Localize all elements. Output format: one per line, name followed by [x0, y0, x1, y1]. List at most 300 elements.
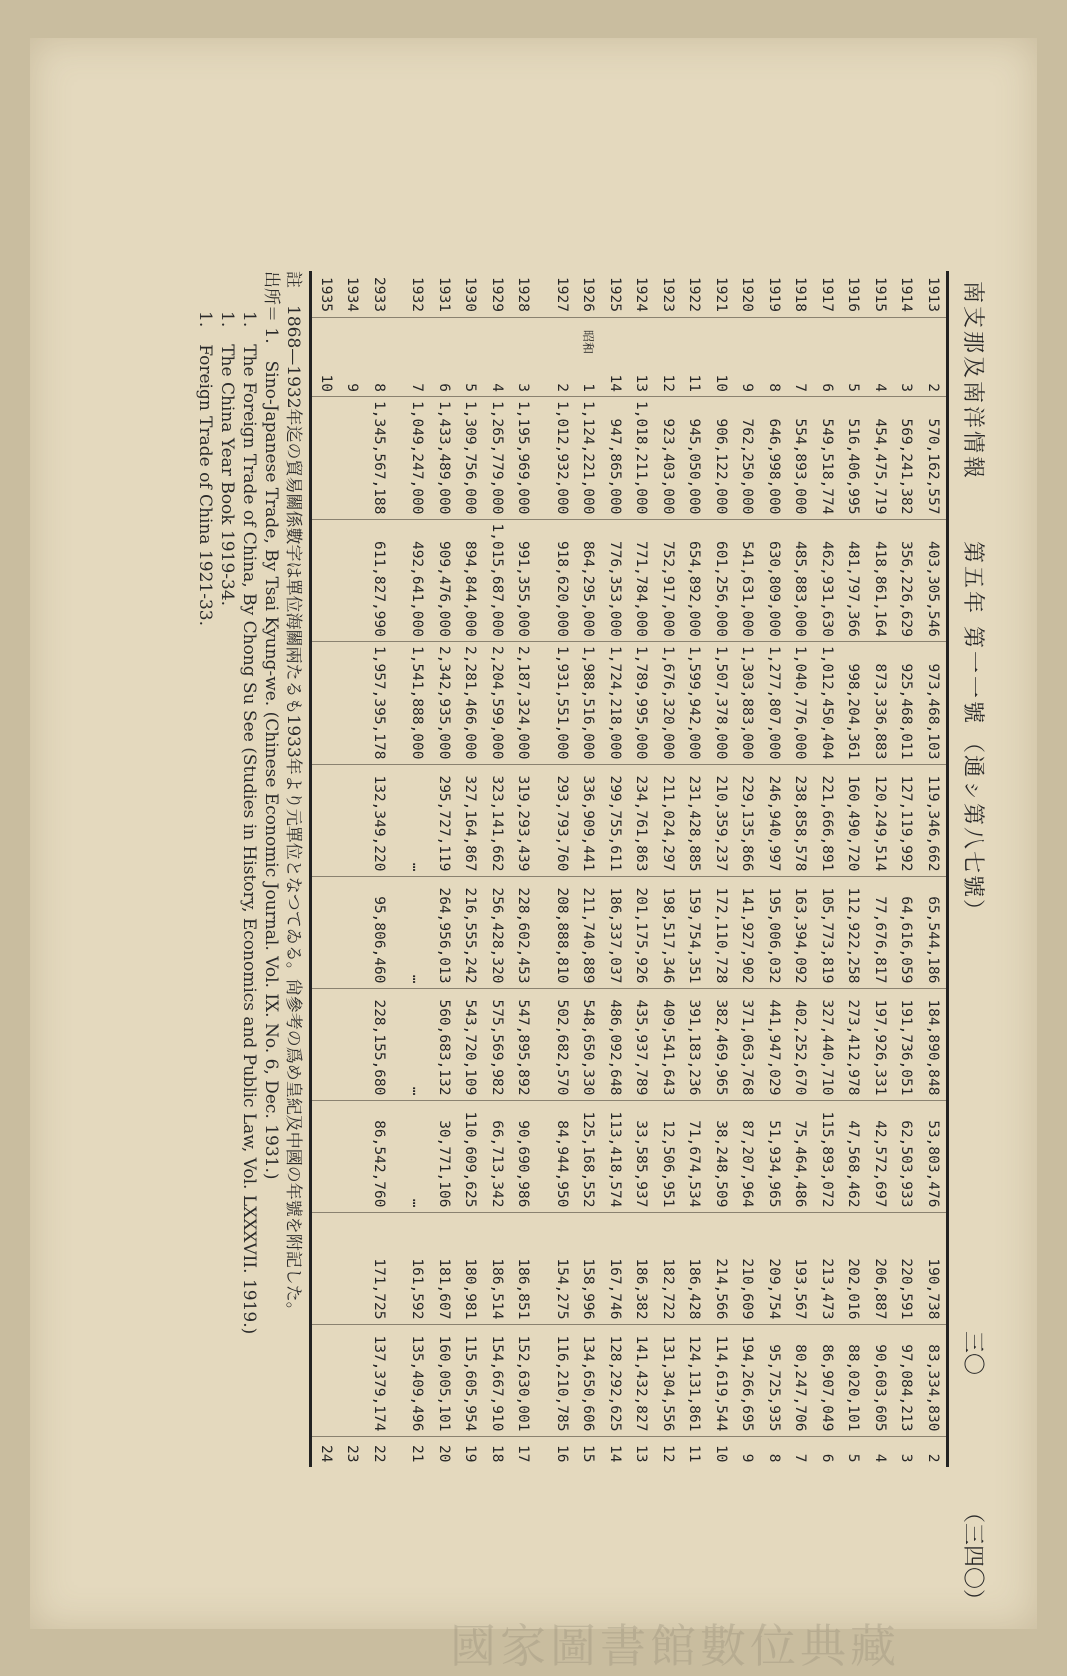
value-cell: 65,544,186: [920, 876, 948, 988]
value-cell: 295,727,119: [431, 764, 458, 876]
value-cell: 202,016: [840, 1212, 867, 1324]
value-cell: 154,667,910: [484, 1324, 511, 1436]
year-cell: 1920: [739, 277, 756, 312]
value-cell: 549,518,774: [814, 397, 841, 520]
value-cell: 1,931,551,000: [549, 642, 576, 765]
value-cell: [311, 1100, 339, 1212]
era-cell: [734, 318, 761, 367]
era-cell: [549, 318, 576, 367]
era-year-cell: 8: [765, 383, 782, 392]
era-year-cell: 12: [659, 374, 676, 392]
value-cell: 195,006,032: [761, 876, 788, 988]
table-row: [867, 271, 894, 1467]
value-cell: 95,806,460: [366, 876, 393, 988]
era-year-cell: 9: [344, 383, 361, 392]
row-index-cell: 17: [510, 1436, 537, 1467]
era-year-cell: 2: [924, 383, 941, 392]
table-row: [549, 271, 576, 1467]
value-cell: 293,793,760: [549, 764, 576, 876]
note-line: 註 1868—1932年迄の貿易關係數字は單位海關兩たるも1933年より元單位となつてゐる。尙參考の爲め皇紀及中國の年號を附記した。: [283, 271, 303, 1319]
table-row: [457, 271, 484, 1467]
era-year-cell: 10: [317, 374, 334, 392]
value-cell: 114,619,544: [708, 1324, 735, 1436]
era-year-cell: 8: [370, 383, 387, 392]
value-cell: [537, 397, 549, 520]
value-cell: 105,773,819: [814, 876, 841, 988]
value-cell: 211,740,889: [575, 876, 602, 988]
value-cell: 2,187,324,000: [510, 642, 537, 765]
value-cell: 159,754,351: [681, 876, 708, 988]
value-cell: 485,883,000: [787, 519, 814, 642]
value-cell: 486,092,648: [602, 988, 629, 1100]
value-cell: 1,957,395,178: [366, 642, 393, 765]
value-cell: 1,433,489,000: [431, 397, 458, 520]
value-cell: 193,567: [787, 1212, 814, 1324]
value-cell: 201,175,926: [628, 876, 655, 988]
value-cell: 77,676,817: [867, 876, 894, 988]
value-cell: 1,345,567,188: [366, 397, 393, 520]
value-cell: 80,247,706: [787, 1324, 814, 1436]
value-cell: 1,015,687,000: [484, 519, 511, 642]
value-cell: 209,754: [761, 1212, 788, 1324]
era-year-cell: 5: [462, 383, 479, 392]
value-cell: 152,630,001: [510, 1324, 537, 1436]
value-cell: 543,720,109: [457, 988, 484, 1100]
value-cell: 186,382: [628, 1212, 655, 1324]
year-cell: 1934: [344, 277, 361, 312]
value-cell: 327,164,867: [457, 764, 484, 876]
era-cell: [893, 318, 920, 367]
value-cell: [537, 988, 549, 1100]
table-gap-row: [537, 271, 549, 1467]
value-cell: 1,303,883,000: [734, 642, 761, 765]
row-index-cell: 15: [575, 1436, 602, 1467]
era-year-cell: 3: [515, 383, 532, 392]
value-cell: 548,650,330: [575, 988, 602, 1100]
row-index-cell: 12: [655, 1436, 682, 1467]
era-cell: [708, 318, 735, 367]
value-cell: 97,084,213: [893, 1324, 920, 1436]
table-row: [602, 271, 629, 1467]
value-cell: 182,722: [655, 1212, 682, 1324]
value-cell: 137,379,174: [366, 1324, 393, 1436]
value-cell: 611,827,990: [366, 519, 393, 642]
value-cell: 163,394,092: [787, 876, 814, 988]
table-row: [655, 271, 682, 1467]
value-cell: 116,210,785: [549, 1324, 576, 1436]
era-year-cell: 6: [435, 383, 452, 392]
table-row: [510, 271, 537, 1467]
value-cell: 127,119,992: [893, 764, 920, 876]
value-cell: 1,724,218,000: [602, 642, 629, 765]
value-cell: 119,346,662: [920, 764, 948, 876]
value-cell: 752,917,000: [655, 519, 682, 642]
value-cell: [392, 642, 404, 765]
year-cell: 1922: [686, 277, 703, 312]
value-cell: [537, 876, 549, 988]
year-cell: 1915: [871, 277, 888, 312]
source-line-4: 1. Foreign Trade of China 1921-33.: [195, 311, 215, 626]
value-cell: 1,124,221,000: [575, 397, 602, 520]
value-cell: [537, 1324, 549, 1436]
year-cell: 1919: [765, 277, 782, 312]
value-cell: 228,602,453: [510, 876, 537, 988]
value-cell: 409,541,643: [655, 988, 682, 1100]
value-cell: 124,131,861: [681, 1324, 708, 1436]
row-index-cell: 16: [549, 1436, 576, 1467]
era-year-cell: 4: [488, 383, 505, 392]
notes-block: [194, 271, 304, 1641]
value-cell: 1,541,888,000: [404, 642, 431, 765]
value-cell: 234,761,863: [628, 764, 655, 876]
value-cell: 171,725: [366, 1212, 393, 1324]
value-cell: 53,803,476: [920, 1100, 948, 1212]
running-header: [954, 271, 994, 1641]
value-cell: 141,432,827: [628, 1324, 655, 1436]
value-cell: 403,305,546: [920, 519, 948, 642]
value-cell: [392, 1100, 404, 1212]
value-cell: 87,207,964: [734, 1100, 761, 1212]
table-row: [761, 271, 788, 1467]
value-cell: 327,440,710: [814, 988, 841, 1100]
year-cell: 1916: [845, 277, 862, 312]
value-cell: 1,599,942,000: [681, 642, 708, 765]
table-row: [787, 271, 814, 1467]
source-label: 出所＝: [261, 271, 281, 322]
value-cell: [311, 397, 339, 520]
value-cell: 2,281,466,000: [457, 642, 484, 765]
value-cell: 190,738: [920, 1212, 948, 1324]
era-cell: [392, 318, 404, 367]
row-index-cell: 20: [431, 1436, 458, 1467]
value-cell: [339, 1100, 366, 1212]
value-cell: [311, 1212, 339, 1324]
era-cell: [761, 318, 788, 367]
value-cell: 64,616,059: [893, 876, 920, 988]
value-cell: 135,409,496: [404, 1324, 431, 1436]
value-cell: 1,265,779,000: [484, 397, 511, 520]
row-index-cell: 24: [311, 1436, 339, 1467]
value-cell: 115,893,072: [814, 1100, 841, 1212]
row-index-cell: 14: [602, 1436, 629, 1467]
era-cell: [404, 318, 431, 367]
value-cell: 1,676,320,000: [655, 642, 682, 765]
value-cell: 462,931,630: [814, 519, 841, 642]
era-year-cell: 5: [845, 383, 862, 392]
value-cell: 110,609,625: [457, 1100, 484, 1212]
era-cell: [867, 318, 894, 367]
rotated-content: [194, 271, 994, 1641]
year-cell: 1928: [515, 277, 532, 312]
value-cell: 630,809,000: [761, 519, 788, 642]
value-cell: 206,887: [867, 1212, 894, 1324]
value-cell: 30,771,106: [431, 1100, 458, 1212]
table-gap-row: [392, 271, 404, 1467]
value-cell: 167,746: [602, 1212, 629, 1324]
value-cell: 84,944,950: [549, 1100, 576, 1212]
library-watermark: 國家圖書館數位典藏: [450, 1619, 900, 1673]
table-row: [431, 271, 458, 1467]
value-cell: 256,428,320: [484, 876, 511, 988]
value-cell: 181,607: [431, 1212, 458, 1324]
table-row: [339, 271, 366, 1467]
value-cell: [339, 1212, 366, 1324]
value-cell: 391,183,236: [681, 988, 708, 1100]
table-row: [708, 271, 735, 1467]
value-cell: 214,566: [708, 1212, 735, 1324]
value-cell: 776,353,000: [602, 519, 629, 642]
value-cell: [392, 1212, 404, 1324]
row-index-cell: [392, 1436, 404, 1467]
value-cell: 66,713,342: [484, 1100, 511, 1212]
value-cell: 95,725,935: [761, 1324, 788, 1436]
value-cell: 186,851: [510, 1212, 537, 1324]
value-cell: 973,468,103: [920, 642, 948, 765]
value-cell: 128,292,625: [602, 1324, 629, 1436]
value-cell: 184,890,848: [920, 988, 948, 1100]
year-cell: 1926: [580, 277, 597, 312]
year-cell: [392, 271, 404, 318]
value-cell: 336,909,441: [575, 764, 602, 876]
page-number: 三〇: [960, 1331, 985, 1376]
value-cell: 435,937,789: [628, 988, 655, 1100]
value-cell: 1,789,995,000: [628, 642, 655, 765]
era-cell: [840, 318, 867, 367]
trade-statistics-table: [310, 271, 950, 1467]
value-cell: 319,293,439: [510, 764, 537, 876]
value-cell: 1,049,247,000: [404, 397, 431, 520]
value-cell: 161,592: [404, 1212, 431, 1324]
value-cell: [392, 1324, 404, 1436]
row-index-cell: 6: [814, 1436, 841, 1467]
table-row: [628, 271, 655, 1467]
era-cell: [431, 318, 458, 367]
era-year-cell: 2: [553, 383, 570, 392]
era-cell: 昭和: [575, 318, 602, 367]
row-index-cell: 5: [840, 1436, 867, 1467]
era-cell: [655, 318, 682, 367]
value-cell: 208,888,810: [549, 876, 576, 988]
value-cell: 71,674,534: [681, 1100, 708, 1212]
year-cell: 1914: [898, 277, 915, 312]
value-cell: 229,135,866: [734, 764, 761, 876]
value-cell: 141,927,902: [734, 876, 761, 988]
value-cell: [537, 1212, 549, 1324]
value-cell: 918,620,000: [549, 519, 576, 642]
value-cell: 991,355,000: [510, 519, 537, 642]
source-line-3: 1. The China Year Book 1919-34.: [217, 311, 237, 607]
value-cell: 125,168,552: [575, 1100, 602, 1212]
value-cell: 1,012,932,000: [549, 397, 576, 520]
table-row: [311, 271, 339, 1467]
value-cell: [392, 988, 404, 1100]
value-cell: 323,141,662: [484, 764, 511, 876]
value-cell: 945,050,000: [681, 397, 708, 520]
value-cell: 771,784,000: [628, 519, 655, 642]
value-cell: [392, 764, 404, 876]
value-cell: 356,226,629: [893, 519, 920, 642]
value-cell: 925,468,011: [893, 642, 920, 765]
value-cell: 210,609: [734, 1212, 761, 1324]
value-cell: 112,922,258: [840, 876, 867, 988]
value-cell: 299,755,611: [602, 764, 629, 876]
value-cell: [311, 642, 339, 765]
value-cell: [392, 876, 404, 988]
value-cell: 1,507,378,000: [708, 642, 735, 765]
value-cell: 42,572,697: [867, 1100, 894, 1212]
value-cell: 909,476,000: [431, 519, 458, 642]
era-year-cell: 10: [712, 374, 729, 392]
value-cell: 221,666,891: [814, 764, 841, 876]
value-cell: 246,940,997: [761, 764, 788, 876]
value-cell: [339, 876, 366, 988]
value-cell: [339, 988, 366, 1100]
row-index-cell: 18: [484, 1436, 511, 1467]
value-cell: 210,359,237: [708, 764, 735, 876]
year-cell: 1932: [409, 277, 426, 312]
source-line-1: [260, 271, 282, 1641]
value-cell: …: [404, 1100, 431, 1212]
value-cell: …: [404, 876, 431, 988]
value-cell: 51,934,965: [761, 1100, 788, 1212]
value-cell: 220,591: [893, 1212, 920, 1324]
era-cell: [814, 318, 841, 367]
table-row: [681, 271, 708, 1467]
value-cell: 198,517,346: [655, 876, 682, 988]
value-cell: …: [404, 764, 431, 876]
value-cell: [537, 642, 549, 765]
value-cell: 516,406,995: [840, 397, 867, 520]
value-cell: 454,475,719: [867, 397, 894, 520]
era-year-cell: 7: [792, 383, 809, 392]
value-cell: 998,204,361: [840, 642, 867, 765]
value-cell: 2,342,935,000: [431, 642, 458, 765]
value-cell: 194,266,695: [734, 1324, 761, 1436]
value-cell: 1,040,776,000: [787, 642, 814, 765]
row-index-cell: 22: [366, 1436, 393, 1467]
era-cell: [311, 318, 339, 367]
value-cell: 180,981: [457, 1212, 484, 1324]
value-cell: [311, 519, 339, 642]
value-cell: [392, 397, 404, 520]
era-cell: [537, 318, 549, 367]
value-cell: 186,514: [484, 1212, 511, 1324]
row-index-cell: 11: [681, 1436, 708, 1467]
value-cell: 547,895,892: [510, 988, 537, 1100]
table-row: [404, 271, 431, 1467]
era-year-cell: 3: [898, 383, 915, 392]
value-cell: 560,683,132: [431, 988, 458, 1100]
value-cell: [311, 764, 339, 876]
era-year-cell: 13: [633, 374, 650, 392]
source-1: 1. Sino-Japanese Trade, By Tsai Kyung-we. (Chinese Economic Journal. Vol. IX. No. 6, Dec. 1931.): [261, 327, 281, 1180]
year-cell: 1918: [792, 277, 809, 312]
year-cell: 1935: [317, 277, 334, 312]
value-cell: 554,893,000: [787, 397, 814, 520]
year-cell: [537, 271, 549, 318]
year-cell: 1931: [435, 277, 452, 312]
year-cell: 2933: [370, 277, 387, 312]
value-cell: 90,603,605: [867, 1324, 894, 1436]
value-cell: 88,020,101: [840, 1324, 867, 1436]
table-row: [734, 271, 761, 1467]
value-cell: 654,892,000: [681, 519, 708, 642]
page-total: （三四〇）: [960, 1501, 985, 1612]
value-cell: 186,428: [681, 1212, 708, 1324]
row-index-cell: 3: [893, 1436, 920, 1467]
issue-serial: （通ㇱ第八七號）: [960, 731, 985, 924]
value-cell: [311, 988, 339, 1100]
value-cell: 38,248,509: [708, 1100, 735, 1212]
year-cell: 1929: [488, 277, 505, 312]
value-cell: 273,412,978: [840, 988, 867, 1100]
value-cell: 238,858,578: [787, 764, 814, 876]
value-cell: 186,337,037: [602, 876, 629, 988]
year-cell: 1925: [606, 277, 623, 312]
value-cell: 12,506,951: [655, 1100, 682, 1212]
era-year-cell: 7: [409, 383, 426, 392]
value-cell: [339, 519, 366, 642]
era-year-cell: 4: [871, 383, 888, 392]
era-cell: [628, 318, 655, 367]
value-cell: [537, 519, 549, 642]
table-row: [484, 271, 511, 1467]
value-cell: [339, 764, 366, 876]
year-cell: 1930: [462, 277, 479, 312]
row-index-cell: [537, 1436, 549, 1467]
table-row: [893, 271, 920, 1467]
value-cell: 1,988,516,000: [575, 642, 602, 765]
value-cell: 541,631,000: [734, 519, 761, 642]
value-cell: [339, 1324, 366, 1436]
value-cell: 113,418,574: [602, 1100, 629, 1212]
value-cell: 1,012,450,404: [814, 642, 841, 765]
value-cell: 231,428,885: [681, 764, 708, 876]
issue-number: 第五年 第一一號: [960, 541, 985, 726]
value-cell: 132,349,220: [366, 764, 393, 876]
era-year-cell: 6: [818, 383, 835, 392]
table-row: [840, 271, 867, 1467]
year-cell: 1917: [818, 277, 835, 312]
scanned-page: [30, 38, 1037, 1629]
value-cell: 762,250,000: [734, 397, 761, 520]
table-row: [366, 271, 393, 1467]
value-cell: 86,907,049: [814, 1324, 841, 1436]
year-cell: 1927: [553, 277, 570, 312]
value-cell: 1,195,969,000: [510, 397, 537, 520]
row-index-cell: 23: [339, 1436, 366, 1467]
row-index-cell: 7: [787, 1436, 814, 1467]
value-cell: 47,568,462: [840, 1100, 867, 1212]
value-cell: 923,403,000: [655, 397, 682, 520]
value-cell: 264,956,013: [431, 876, 458, 988]
year-cell: 1921: [712, 277, 729, 312]
value-cell: 197,926,331: [867, 988, 894, 1100]
era-cell: [920, 318, 948, 367]
value-cell: 216,555,242: [457, 876, 484, 988]
value-cell: [311, 1324, 339, 1436]
era-year-cell: [537, 366, 549, 397]
value-cell: 441,947,029: [761, 988, 788, 1100]
value-cell: [339, 397, 366, 520]
value-cell: 906,122,000: [708, 397, 735, 520]
table-row: [920, 271, 948, 1467]
era-year-cell: [392, 366, 404, 397]
era-year-cell: 1: [580, 383, 597, 392]
row-index-cell: 8: [761, 1436, 788, 1467]
year-cell: 1923: [659, 277, 676, 312]
era-cell: [366, 318, 393, 367]
